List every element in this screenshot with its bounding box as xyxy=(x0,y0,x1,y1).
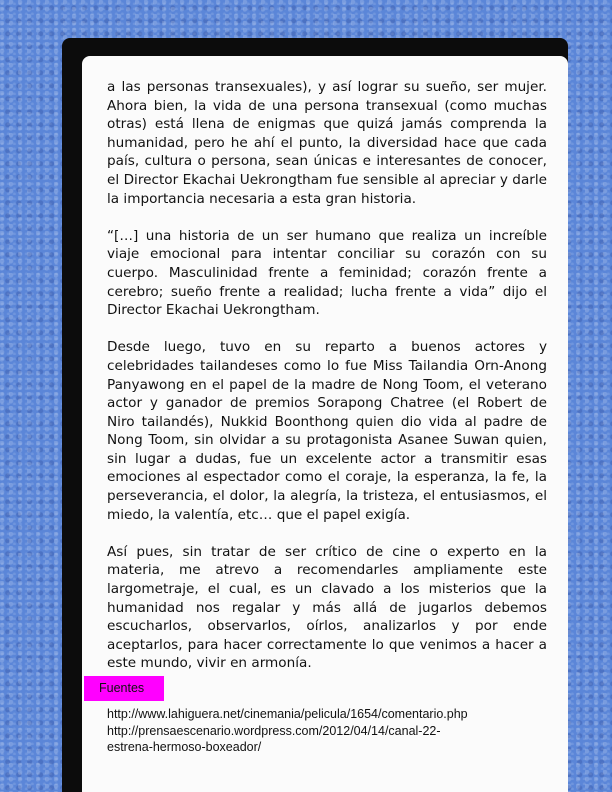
article-paragraph-2: “[…] una historia de un ser humano que realiza un increíble viaje emocional para intentar conciliar su corazón con su cuerpo. Masculinidad frente a feminidad; corazón frente a cerebro; sueño frente a realidad; lucha frente a vida” dijo el Director Ekachai Uekrongtham. xyxy=(107,227,547,319)
article-paragraph-4: Así pues, sin tratar de ser crítico de cine o experto en la materia, me atrevo a recomendarles ampliamente este largometraje, el cual, es un clavado a los misterios que la humanidad nos regalar y más allá de jugarlos debemos escucharlos, observarlos, oírlos, analizarlos y por ende aceptarlos, para hacer correctamente lo que venimos a hacer a este mundo, vivir en armonía. xyxy=(107,543,547,672)
article-paragraph-3: Desde luego, tuvo en su reparto a buenos actores y celebridades tailandeses como lo fue Miss Tailandia Orn-Anong Panyawong en el papel de la madre de Nong Toom, el veterano actor y ganador de premios Sorapong Chatree (el Robert de Niro tailandés), Nukkid Boonthong quien dio vida al padre de Nong Toom, sin olvidar a su protagonista Asanee Suwan quien, sin lugar a dudas, fue un excelente actor a transmitir esas emociones al espectador como el coraje, la esperanza, la fe, la perseverancia, el dolor, la alegría, la tristeza, el entusiasmos, el miedo, la valentía, etc… que el papel exigía. xyxy=(107,339,547,523)
source-link-2[interactable]: http://prensaescenario.wordpress.com/2012/04/14/canal-22- xyxy=(107,723,441,738)
sources-label: Fuentes xyxy=(84,676,164,701)
sources-list xyxy=(107,706,547,756)
article-paragraph-1: a las personas transexuales), y así lograr su sueño, ser mujer. Ahora bien, la vida de una persona transexual (como muchas otras) está llena de enigmas que quizá jamás comprenda la humanidad, pero he ahí el punto, la diversidad hace que cada país, cultura o persona, sean únicas e interesantes de conocer, el Director Ekachai Uekrongtham fue sensible al apreciar y darle la importancia necesaria a esta gran historia. xyxy=(107,79,547,207)
source-link-2-continued[interactable]: estrena-hermoso-boxeador/ xyxy=(107,740,262,754)
article-body xyxy=(107,78,547,692)
source-link-1[interactable]: http://www.lahiguera.net/cinemania/pelicula/1654/comentario.php xyxy=(107,707,468,721)
